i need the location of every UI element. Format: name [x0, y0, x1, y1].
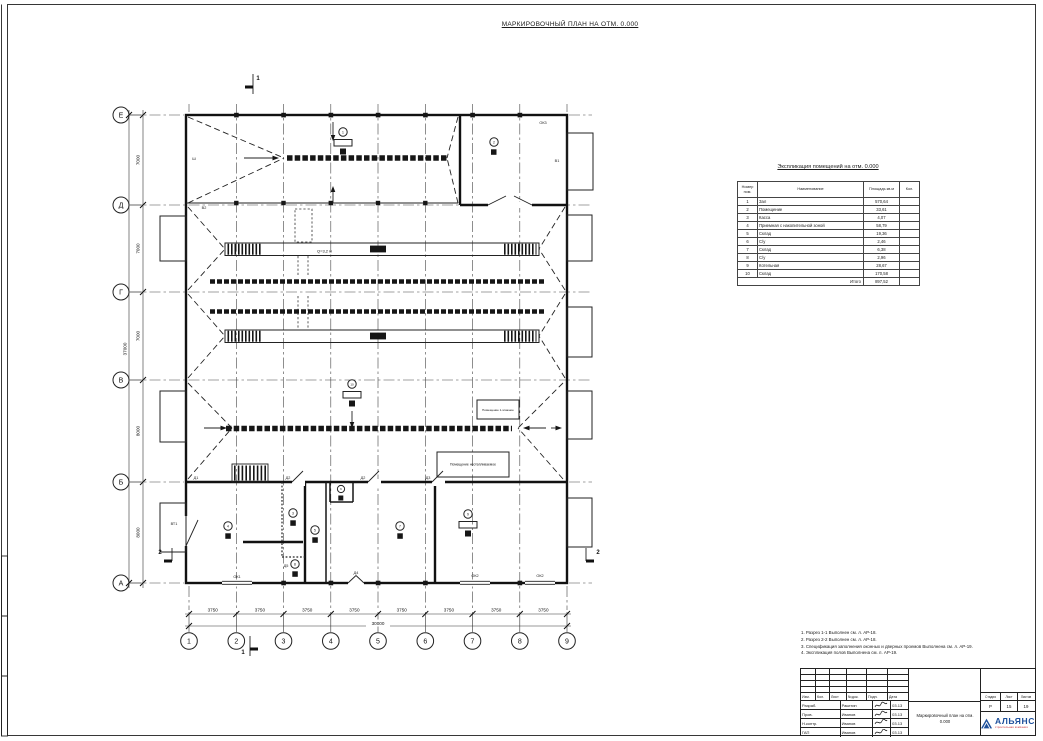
axis-label: 5 [376, 638, 380, 646]
company-subtitle: строительная компания [995, 725, 1028, 729]
room-tag: 10 [350, 382, 354, 387]
section-mark-label: 1 [241, 650, 245, 656]
room-tag: 1 [342, 130, 344, 135]
stamp-role: Пров. [801, 710, 841, 718]
table-row: 3 Касса 4,07 [738, 214, 920, 222]
room-tags [224, 128, 498, 577]
shaft-label: Ш [192, 157, 196, 161]
stamp-name: Иванов [841, 728, 874, 737]
dim-label: 8000 [135, 425, 141, 437]
axis-label: Г [119, 289, 123, 297]
col-num: Номер пом. [738, 182, 758, 198]
roof-envelope-lines [188, 117, 565, 479]
stage-value: Р [981, 701, 1001, 711]
note-line: 3. Спецификация заполнения оконных и дверных проемов Выполнена см. л. АР-19. [801, 643, 973, 649]
table-total-row: Итого 897,52 [738, 278, 920, 286]
axis-label: А [118, 580, 124, 588]
title-block [800, 668, 1036, 736]
section-mark-label: 2 [158, 550, 162, 556]
stamp-header-cell: Дата [889, 694, 897, 699]
table-row: 5 Склад 19,36 [738, 230, 920, 238]
stamp-header-cell: Подп. [867, 693, 888, 700]
stamp-date: 03.13 [892, 730, 903, 735]
note-line: 1. Разрез 1-1 Выполнен см. л. АР-18. [801, 630, 877, 635]
explication-table [737, 181, 920, 286]
building-outline [183, 113, 567, 587]
dim-label: 3750 [207, 607, 218, 613]
stage-label: Стадия [981, 693, 1001, 700]
window-label: ОК1 [233, 575, 241, 579]
dim-label: 7000 [135, 243, 141, 254]
signature-icon [874, 719, 888, 727]
stamp-name: Ракитин [841, 701, 874, 709]
title-block-left-grid [801, 669, 909, 735]
conveyor-bands [210, 158, 545, 429]
dim-total-label: 37000 [122, 342, 128, 356]
plan-labels [171, 121, 560, 579]
axis-label: Е [118, 112, 124, 120]
stamp-header-cell: Изм. [801, 693, 816, 700]
axis-label: 8 [517, 638, 522, 646]
company-logo [981, 712, 1035, 735]
door-label: Д2 [285, 476, 291, 480]
dim-label: 8000 [135, 527, 141, 538]
table-row: 1 Зал 570,64 [738, 198, 920, 206]
axis-bubbles-left [113, 107, 143, 591]
dim-label: 3750 [349, 607, 360, 613]
sheet-value: 15 [1001, 701, 1018, 711]
company-name: АЛЬЯНС [995, 716, 1035, 727]
dim-label: 3750 [396, 607, 407, 613]
stamp-header-cell: Кол. [816, 693, 830, 700]
note-line: 2. Разрез 2-2 Выполнен см. л. АР-18. [801, 636, 877, 642]
notes-list [801, 630, 1039, 657]
vent-label: В1 [554, 159, 560, 163]
window-label: ОК2 [536, 574, 544, 578]
stamp-role: Н.контр. [801, 719, 841, 727]
stamp-role: Разраб. [801, 701, 841, 709]
door-label: Д1 [193, 476, 199, 480]
vent-label: В2 [201, 206, 207, 210]
table-row: 2 Помещение 33,61 [738, 206, 920, 214]
note-line: 4. Экспликация полов Выполнена см. л. АР-19. [801, 650, 898, 656]
room-tag: 9 [467, 512, 469, 517]
table-row: 6 С/у 2,46 [738, 238, 920, 246]
room-tag: 2 [493, 140, 495, 145]
door-label: ВТ1 [170, 522, 178, 526]
stamp-name: Иванов [841, 719, 874, 727]
room-tag: 5 [314, 528, 316, 533]
axis-label: Д [118, 202, 124, 210]
col-name: Наименование [758, 182, 864, 198]
section-marks [158, 74, 600, 656]
section-mark-label: 1 [256, 76, 260, 82]
stamp-date: 03.13 [892, 702, 903, 708]
sheets-value: 19 [1023, 703, 1029, 709]
axis-label: 7 [470, 638, 475, 646]
axis-label: Б [118, 479, 124, 487]
signature-icon [874, 710, 888, 718]
axis-label: 1 [187, 638, 191, 646]
col-qty: Кол. [900, 182, 920, 198]
explication-title: Экспликация помещений на отм. 0.000 [777, 164, 879, 170]
stamp-doc-title: Маркировочный план на отм. 0.000 [909, 701, 981, 735]
table-header-row [738, 182, 920, 198]
window-label: ОК3 [539, 121, 547, 125]
room-tag: 6 [340, 487, 342, 492]
stamp-header-cell: Лист [830, 693, 847, 700]
table-row: 7 Склад 6,38 [738, 246, 920, 254]
dimensions-left [123, 110, 147, 588]
dim-label: 3750 [254, 607, 266, 613]
annex-box-label: Помещение 1-этажное [482, 407, 514, 412]
page-title: МАРКИРОВОЧНЫЙ ПЛАН НА ОТМ. 0.000 [501, 21, 639, 28]
axis-bubbles-bottom [181, 612, 576, 649]
dim-label: 7000 [135, 154, 141, 166]
sheet-label: Лист [1001, 693, 1018, 700]
dim-total-label: 30000 [371, 620, 385, 626]
stamp-role: ГАП [801, 728, 841, 737]
axis-label: 9 [565, 638, 569, 646]
logo-text [995, 717, 1035, 729]
annex-box-label: Помещение неотапливаемое [449, 462, 497, 467]
sheets-label: Листов [1020, 694, 1032, 699]
stamp-date: 03.13 [892, 711, 903, 717]
dim-label: 7000 [135, 330, 141, 342]
axis-label: 6 [423, 638, 428, 646]
dim-label: 3750 [443, 607, 455, 613]
room-tag: 7 [399, 524, 401, 529]
axis-label: 2 [234, 638, 239, 646]
stamp-header-cell: №док. [847, 693, 867, 700]
window-label: ОК2 [471, 574, 479, 578]
room-tag: 8 [294, 562, 296, 567]
axis-label: 3 [281, 638, 286, 646]
axis-label: 4 [328, 638, 333, 646]
table-row: 10 Склад 170,58 [738, 270, 920, 278]
table-row: 8 С/у 2,96 [738, 254, 920, 262]
col-area: Площадь кв.м [864, 182, 900, 198]
room-tag: 3 [292, 511, 294, 516]
logo-triangle-icon [981, 717, 992, 730]
dim-label: 3750 [538, 607, 549, 613]
axis-grid [130, 104, 592, 610]
door-label: Д5 [283, 564, 289, 568]
table-row: 4 Приемная с накопительной зоной 58,79 [738, 222, 920, 230]
dim-label: 3750 [302, 607, 313, 613]
title-block-center [909, 669, 981, 735]
axis-label: В [118, 377, 124, 385]
stamp-date: 03.13 [892, 720, 903, 726]
signature-icon [874, 701, 888, 709]
stamp-name: Иванов [841, 710, 874, 718]
dim-label: 3750 [491, 607, 502, 613]
door-label: Д4 [353, 571, 359, 575]
section-mark-label: 2 [596, 550, 600, 556]
signature-icon [874, 729, 888, 737]
door-label: Д3 [425, 476, 431, 480]
conveyor-label: Q=3,2 м [317, 248, 332, 254]
door-label: Д2 [360, 476, 366, 480]
table-row: 9 Котельная 28,67 [738, 262, 920, 270]
title-block-right [981, 669, 1035, 735]
annex-annotation-boxes [437, 400, 519, 477]
room-tag: 4 [227, 524, 229, 529]
